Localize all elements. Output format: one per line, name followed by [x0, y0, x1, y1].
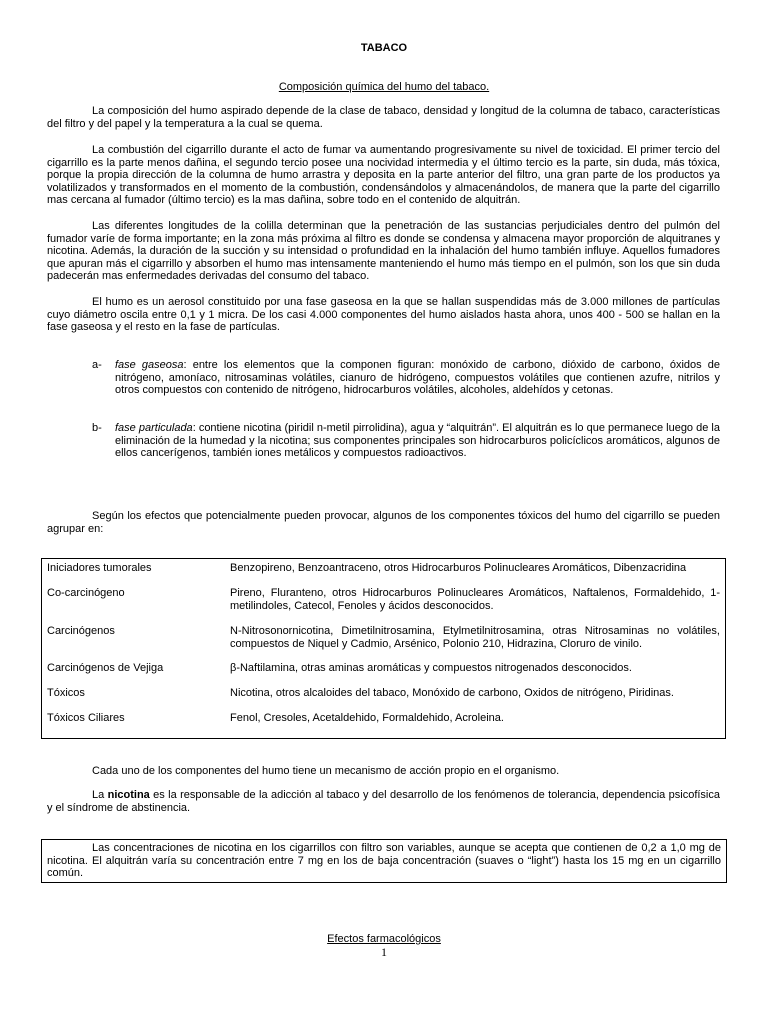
toxic-components-table: [41, 558, 726, 739]
list-description: : contiene nicotina (piridil n-metil pirrolidina), agua y “alquitrán”. El alquitrán es lo que permanece luego de la eliminación de la humedad y la nicotina; sus componentes principales son hidrocarburos policíclicos aromáticos, algunos de ellos cancerígenos, también iones metálicos y compuestos radioactivos.: [115, 422, 720, 459]
nicotina-post: es la responsable de la adicción al tabaco y del desarrollo de los fenómenos de tolerancia, dependencia psicofísica y el síndrome de abstinencia.: [47, 789, 720, 814]
paragraph-3: Las diferentes longitudes de la colilla determinan que la penetración de las sustancias perjudiciales dentro del pulmón del fumador varíe de forma importante; en la zona más próxima al filtro es donde se condensa y almacena mayor proporción de alquitranes y nicotina. Además, la duración de la succión y su intensidad o profundidad en la inhalación del humo también influye. Aquellos fumadores que apuran más el cigarrillo y absorben el humo mas intensamente manteniendo el humo más tiempo en el pulmón, son los que sin duda padecerán mas enfermedades derivadas del consumo del tabaco.: [47, 220, 720, 282]
table-category: Tóxicos Ciliares: [47, 712, 125, 724]
list-item-particulate-phase: [92, 422, 720, 460]
table-components: Benzopireno, Benzoantraceno, otros Hidrocarburos Polinucleares Aromáticos, Dibenzacridina: [230, 562, 687, 574]
list-letter: b-: [92, 422, 102, 434]
table-components: Pireno, Fluranteno, otros Hidrocarburos Polinucleares Aromáticos, Naftalenos, Formaldehido, 1-metilindoles, Catecol, Fenoles y ácidos desconocidos.: [230, 587, 720, 612]
list-description: : entre los elementos que la componen figuran: monóxido de carbono, dióxido de carbono, óxidos de nitrógeno, amoníaco, nitrosaminas volátiles, cianuro de hidrógeno, compuestos volátiles que contienen azufre, nitrilos y otros compuestos con contenido de nitrógeno, hidrocarburos volátiles, alcoholes, aldehídos y cetonas.: [115, 359, 720, 396]
paragraph-mechanism: Cada uno de los componentes del humo tiene un mecanismo de acción propio en el organismo.: [92, 765, 560, 777]
table-components: β-Naftilamina, otras aminas aromáticas y compuestos nitrogenados desconocidos.: [230, 662, 632, 674]
table-category: Carcinógenos de Vejiga: [47, 662, 164, 674]
paragraph-2: La combustión del cigarrillo durante el acto de fumar va aumentando progresivamente su nivel de toxicidad. El primer tercio del cigarrillo es la parte menos dañina, el segundo tercio posee una nocividad intermedia y el último tercio es la parte, sin duda, más tóxica, porque la propia dirección de la columna de humo arrastra y deposita en la parte anterior del filtro, una gran parte de los productos ya volatilizados y transformados en el momento de la combustión, condensándolos y almacenándolos, de manera que la parte del cigarrillo mas cercana al fumador (último tercio) es la mas dañina, sobre todo en el contenido de alquitrán.: [47, 144, 720, 206]
list-text: [115, 359, 720, 397]
list-letter: a-: [92, 359, 102, 371]
nicotina-pre: La: [92, 789, 108, 801]
boxed-text: Las concentraciones de nicotina en los cigarrillos con filtro son variables, aunque se acepta que contienen de 0,2 a 1,0 mg de nicotina. El alquitrán varía su concentración entre 7 mg en los de baja concentración (suaves o “light”) hasta los 15 mg en un cigarrillo común.: [47, 842, 721, 879]
paragraph-nicotina: [47, 789, 720, 814]
document-title: TABACO: [360, 42, 408, 54]
section-subtitle: Composición química del humo del tabaco.: [278, 81, 490, 93]
list-item-gas-phase: [92, 359, 720, 397]
nicotina-term: nicotina: [107, 789, 150, 801]
table-components: Nicotina, otros alcaloides del tabaco, Monóxido de carbono, Oxidos de nitrógeno, Piridinas.: [230, 687, 674, 699]
page-number: 1: [381, 945, 387, 959]
nicotine-concentration-box: [41, 839, 727, 883]
paragraph-1: La composición del humo aspirado depende de la clase de tabaco, densidad y longitud de la columna de tabaco, características del filtro y del papel y la temperatura a la cual se quema.: [47, 105, 720, 130]
table-category: Iniciadores tumorales: [47, 562, 152, 574]
list-term: fase particulada: [115, 422, 193, 434]
list-term: fase gaseosa: [115, 359, 184, 371]
table-components: N-Nitrosonornicotina, Dimetilnitrosamina, Etylmetilnitrosamina, otras Nitrosaminas no volátiles, compuestos de Niquel y Cadmio, Arsénico, Polonio 210, Hidrazina, Cloruro de vinilo.: [230, 625, 720, 650]
table-intro: Según los efectos que potencialmente pueden provocar, algunos de los componentes tóxicos del humo del cigarrillo se pueden agrupar en:: [47, 510, 720, 535]
table-category: Tóxicos: [47, 687, 85, 699]
table-category: Co-carcinógeno: [47, 587, 125, 599]
next-section-title: Efectos farmacológicos: [327, 933, 441, 945]
table-components: Fenol, Cresoles, Acetaldehido, Formaldehido, Acroleina.: [230, 712, 504, 724]
paragraph-4: El humo es un aerosol constituido por una fase gaseosa en la que se hallan suspendidas más de 3.000 millones de partículas cuyo diámetro oscila entre 0,1 y 1 micra. De los casi 4.000 componentes del humo aislados hasta ahora, unos 400 - 500 se hallan en la fase gaseosa y el resto en la fase de partículas.: [47, 296, 720, 333]
list-text: [115, 422, 720, 460]
table-category: Carcinógenos: [47, 625, 115, 637]
